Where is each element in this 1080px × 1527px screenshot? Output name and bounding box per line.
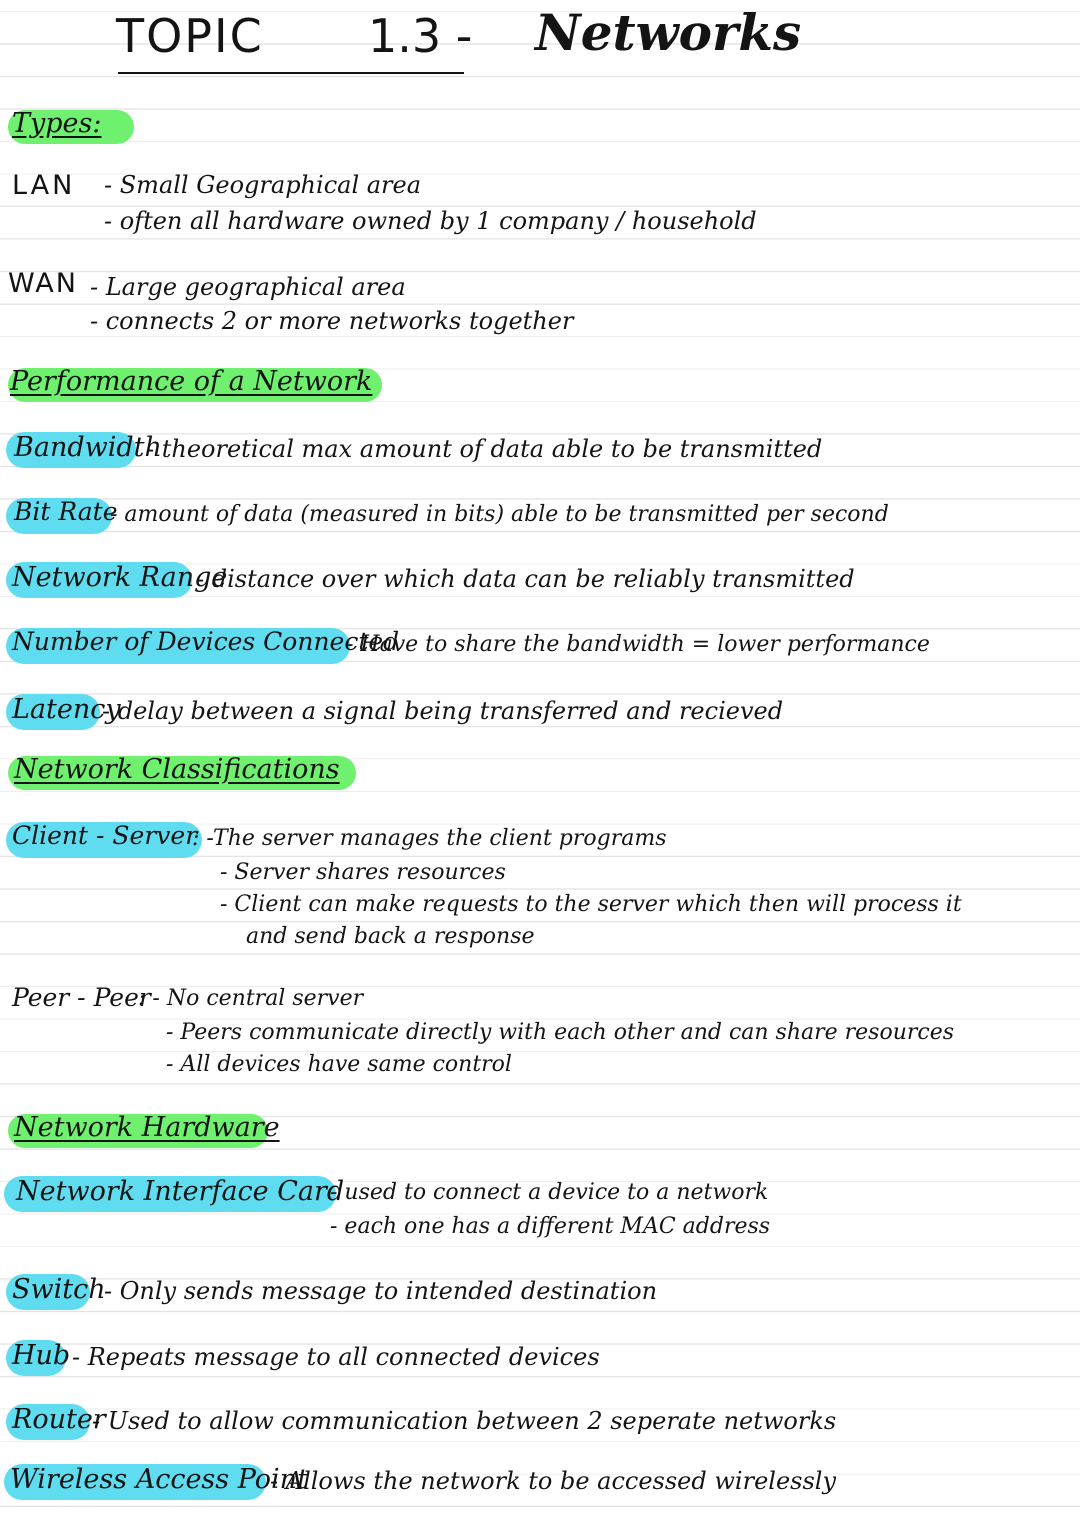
term-peer-peer: Peer - Peer [12,983,151,1012]
def-network-range: - distance over which data can be reliably transmitted [196,565,855,593]
def-switch: - Only sends message to intended destination [104,1277,658,1305]
title-underline [118,72,464,74]
term-client-server: Client - Server [12,821,198,850]
heading-performance: Performance of a Network [10,366,373,397]
def-bit-rate: - amount of data (measured in bits) able to be transmitted per second [110,502,889,527]
term-wireless-access-point: Wireless Access Point [10,1464,308,1495]
peer-peer-point-2: - Peers communicate directly with each other and can share resources [166,1020,955,1045]
nic-point-2: - each one has a different MAC address [330,1214,771,1239]
def-latency: - delay between a signal being transferred and recieved [102,697,784,725]
heading-hardware: Network Hardware [14,1112,280,1143]
lan-point-2: - often all hardware owned by 1 company / household [104,207,757,235]
term-lan: LAN [12,170,76,201]
def-bandwidth: - theoretical max amount of data able to be transmitted [146,435,823,463]
title-subject: Networks [535,3,802,62]
wan-point-1: - Large geographical area [90,273,406,301]
term-network-range: Network Range [12,562,228,593]
def-router: - Used to allow communication between 2 seperate networks [92,1407,837,1435]
wan-point-2: - connects 2 or more networks together [90,307,574,335]
client-server-point-3: - Client can make requests to the server which then will process it [220,892,962,917]
term-bit-rate: Bit Rate [14,497,118,526]
term-switch: Switch [12,1274,106,1305]
client-server-point-4: and send back a response [246,924,535,949]
nic-point-1: - used to connect a device to a network [330,1180,769,1205]
term-hub: Hub [12,1340,71,1371]
client-server-point-1: : -The server manages the client programs [192,826,667,851]
title-number: 1.3 - [368,9,473,63]
heading-types: Types: [12,108,102,139]
client-server-point-2: - Server shares resources [220,860,506,885]
term-router: Router [12,1404,106,1435]
def-hub: - Repeats message to all connected devices [72,1343,600,1371]
def-wireless-access-point: - Allows the network to be accessed wirelessly [270,1467,837,1495]
peer-peer-point-1: : - No central server [138,986,364,1011]
term-wan: WAN [8,268,78,299]
term-latency: Latency [12,694,121,725]
term-bandwidth: Bandwidth [14,432,162,463]
title-topic: TOPIC [116,9,264,63]
peer-peer-point-3: - All devices have same control [166,1052,512,1077]
heading-classifications: Network Classifications [14,754,340,785]
term-nic: Network Interface Card [16,1176,345,1207]
def-number-of-devices: - Have to share the bandwidth = lower performance [346,632,930,657]
lan-point-1: - Small Geographical area [104,171,422,199]
term-number-of-devices: Number of Devices Connected [12,627,400,656]
